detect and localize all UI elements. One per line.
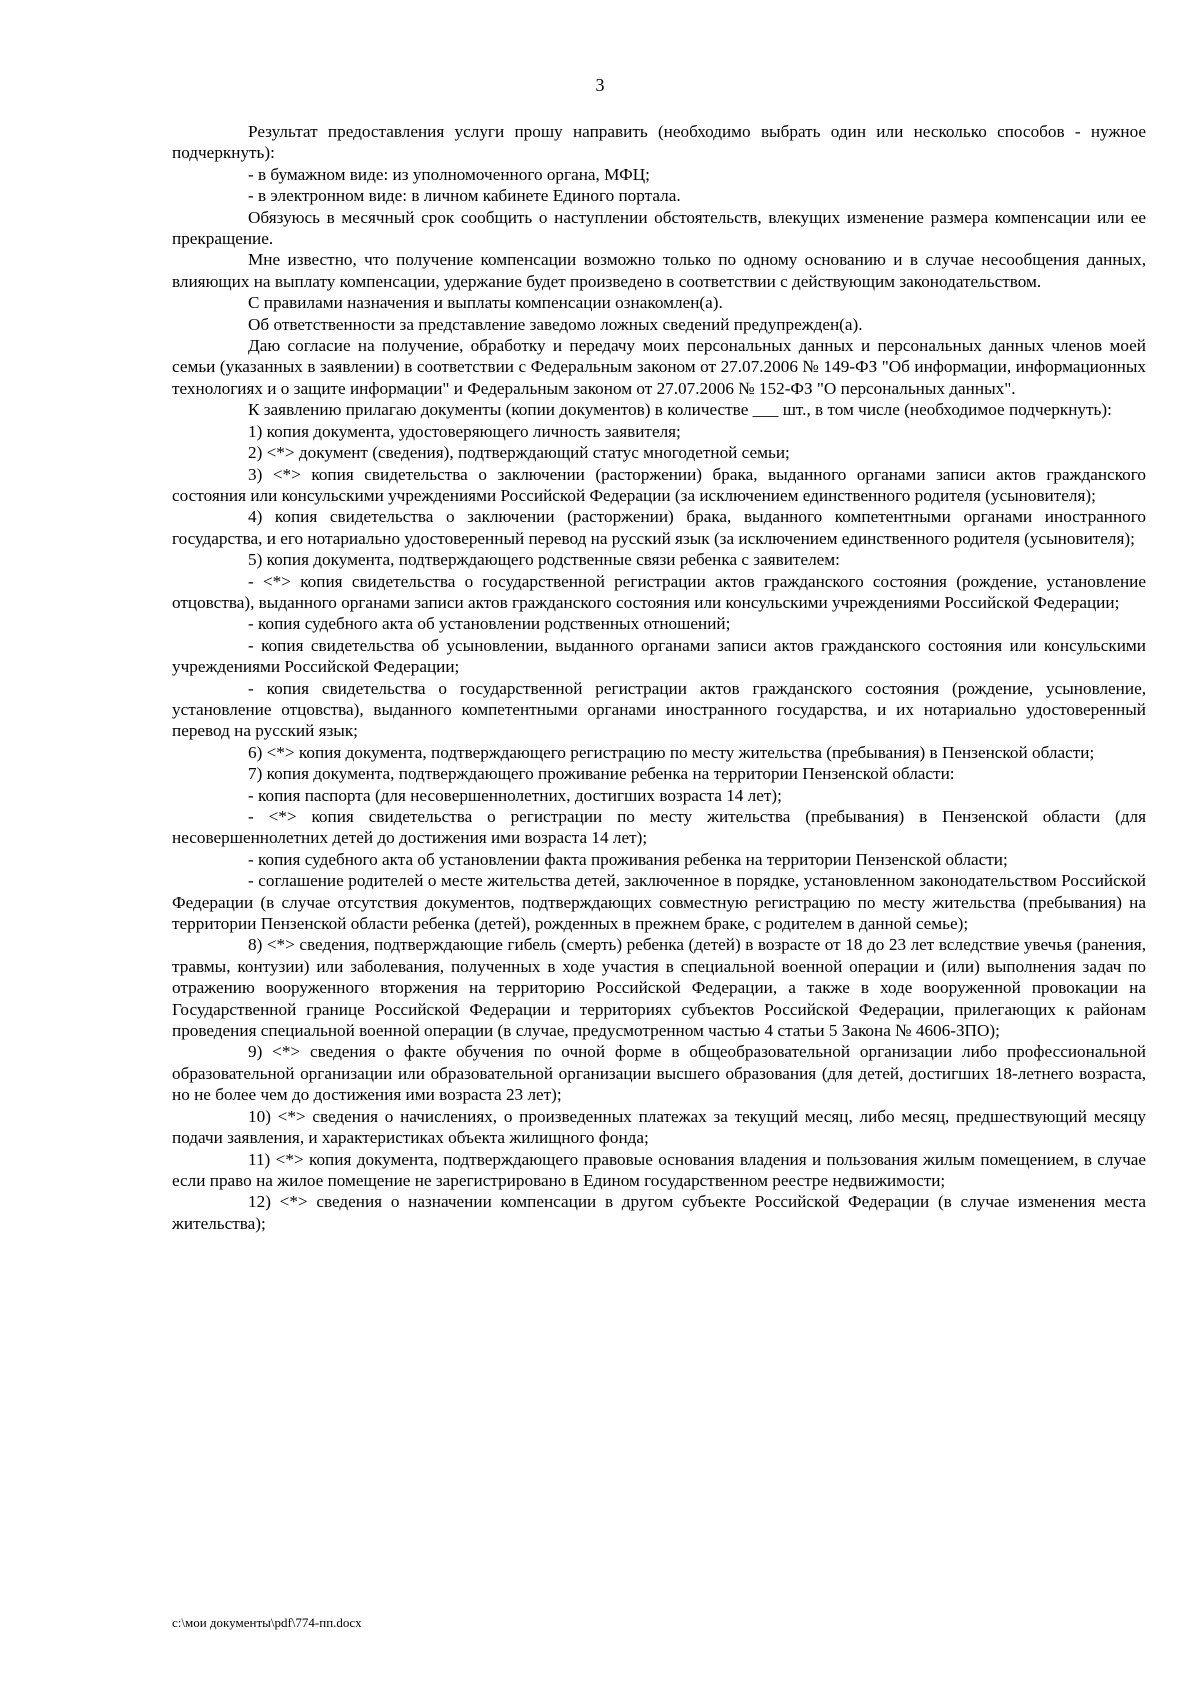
- list-subitem: - копия судебного акта об установлении родственных отношений;: [248, 614, 731, 634]
- list-item: 8) <*> сведения, подтверждающие гибель (смерть) ребенка (детей) в возрасте от 18 до 23 лет вследствие увечья (ранения, травмы, контузии) или заболевания, полученных в ходе участия в специальной военной операции и (или) выполнения задач по отражению вооруженного вторжения на территорию Российской Федерации, а также в ходе вооруженной провокации на Государственной границе Российской Федерации и территориях субъектов Российской Федерации, прилегающих к районам проведения специальной военной операции (в случае, предусмотренном частью 4 статьи 5 Закона № 4606-ЗПО);: [172, 935, 1146, 1041]
- list-item: 7) копия документа, подтверждающего проживание ребенка на территории Пензенской области:: [248, 764, 955, 784]
- list-subitem: - копия свидетельства о государственной регистрации актов гражданского состояния (рождение, усыновление, установление отцовства), выданного компетентными органами иностранного государства, и их нотариально удостоверенный перевод на русский язык;: [172, 678, 1146, 741]
- paragraph: Мне известно, что получение компенсации возможно только по одному основанию и в случае несообщения данных, влияющих на выплату компенсации, удержание будет произведено в соответствии с действующим законодательством.: [172, 250, 1146, 291]
- paragraph: - в бумажном виде: из уполномоченного органа, МФЦ;: [248, 164, 650, 184]
- paragraph: - в электронном виде: в личном кабинете Единого портала.: [248, 186, 681, 206]
- paragraph: Даю согласие на получение, обработку и передачу моих персональных данных и персональных данных членов моей семьи (указанных в заявлении) в соответствии с Федеральным законом от 27.07.2006 № 149-ФЗ "Об информации, информационных технологиях и о защите информации" и Федеральным законом от 27.07.2006 № 152-ФЗ "О персональных данных".: [172, 336, 1146, 398]
- list-item: 4) копия свидетельства о заключении (расторжении) брака, выданного компетентными органами иностранного государства, и его нотариально удостоверенный перевод на русский язык (за исключением единственного родителя (усыновителя);: [172, 507, 1146, 548]
- list-subitem: - <*> копия свидетельства о государственной регистрации актов гражданского состояния (рождение, установление отцовства), выданного органами записи актов гражданского состояния или консульскими учреждениями Российской Федерации;: [172, 571, 1146, 612]
- list-subitem: - соглашение родителей о месте жительства детей, заключенное в порядке, установленном законодательством Российской Федерации (в случае отсутствия документов, подтверждающих совместную регистрацию по месту жительства (пребывания) на территории Пензенской области ребенка (детей), рожденных в прежнем браке, с родителем в данной семье);: [172, 871, 1146, 934]
- paragraph: С правилами назначения и выплаты компенсации ознакомлен(а).: [248, 293, 723, 313]
- paragraph: Результат предоставления услуги прошу направить (необходимо выбрать один или несколько способов - нужное подчеркнуть):: [172, 122, 1146, 163]
- list-item: 11) <*> копия документа, подтверждающего правовые основания владения и пользования жилым помещением, в случае если право на жилое помещение не зарегистрировано в Едином государственном реестре недвижимости;: [172, 1149, 1146, 1190]
- list-subitem: - <*> копия свидетельства о регистрации по месту жительства (пребывания) в Пензенской области (для несовершеннолетних детей до достижения ими возраста 14 лет);: [172, 807, 1146, 848]
- page-number: 3: [595, 75, 605, 95]
- list-item: 1) копия документа, удостоверяющего личность заявителя;: [248, 421, 681, 441]
- paragraph: К заявлению прилагаю документы (копии документов) в количестве ___ шт., в том числе (необходимое подчеркнуть):: [248, 400, 1112, 420]
- list-item: 9) <*> сведения о факте обучения по очной форме в общеобразовательной организации либо профессиональной образовательной организации или образовательной организации высшего образования (для детей, достигших 18-летнего возраста, но не более чем до достижения ими возраста 23 лет);: [172, 1042, 1146, 1105]
- list-item: 10) <*> сведения о начислениях, о произведенных платежах за текущий месяц, либо месяц, предшествующий месяцу подачи заявления, и характеристиках объекта жилищного фонда;: [172, 1106, 1146, 1148]
- list-item: 2) <*> документ (сведения), подтверждающий статус многодетной семьи;: [248, 443, 790, 463]
- document-body: [172, 121, 1146, 1234]
- footer-file-path: c:\мои документы\pdf\774-пп.docx: [172, 1615, 362, 1630]
- list-subitem: - копия судебного акта об установлении факта проживания ребенка на территории Пензенской области;: [248, 849, 1008, 869]
- list-subitem: - копия свидетельства об усыновлении, выданного органами записи актов гражданского состояния или консульскими учреждениями Российской Федерации;: [172, 635, 1146, 677]
- list-item: 3) <*> копия свидетельства о заключении (расторжении) брака, выданного органами записи актов гражданского состояния или консульскими учреждениями Российской Федерации (за исключением единственного родителя (усыновителя);: [172, 464, 1146, 505]
- list-item: 5) копия документа, подтверждающего родственные связи ребенка с заявителем:: [248, 550, 840, 570]
- paragraph: Об ответственности за представление заведомо ложных сведений предупрежден(а).: [248, 314, 863, 334]
- paragraph: Обязуюсь в месячный срок сообщить о наступлении обстоятельств, влекущих изменение размера компенсации или ее прекращение.: [172, 207, 1146, 249]
- list-item: 12) <*> сведения о назначении компенсации в другом субъекте Российской Федерации (в случае изменения места жительства);: [172, 1192, 1146, 1233]
- list-subitem: - копия паспорта (для несовершеннолетних, достигших возраста 14 лет);: [248, 785, 782, 805]
- list-item: 6) <*> копия документа, подтверждающего регистрацию по месту жительства (пребывания) в Пензенской области;: [248, 742, 1095, 762]
